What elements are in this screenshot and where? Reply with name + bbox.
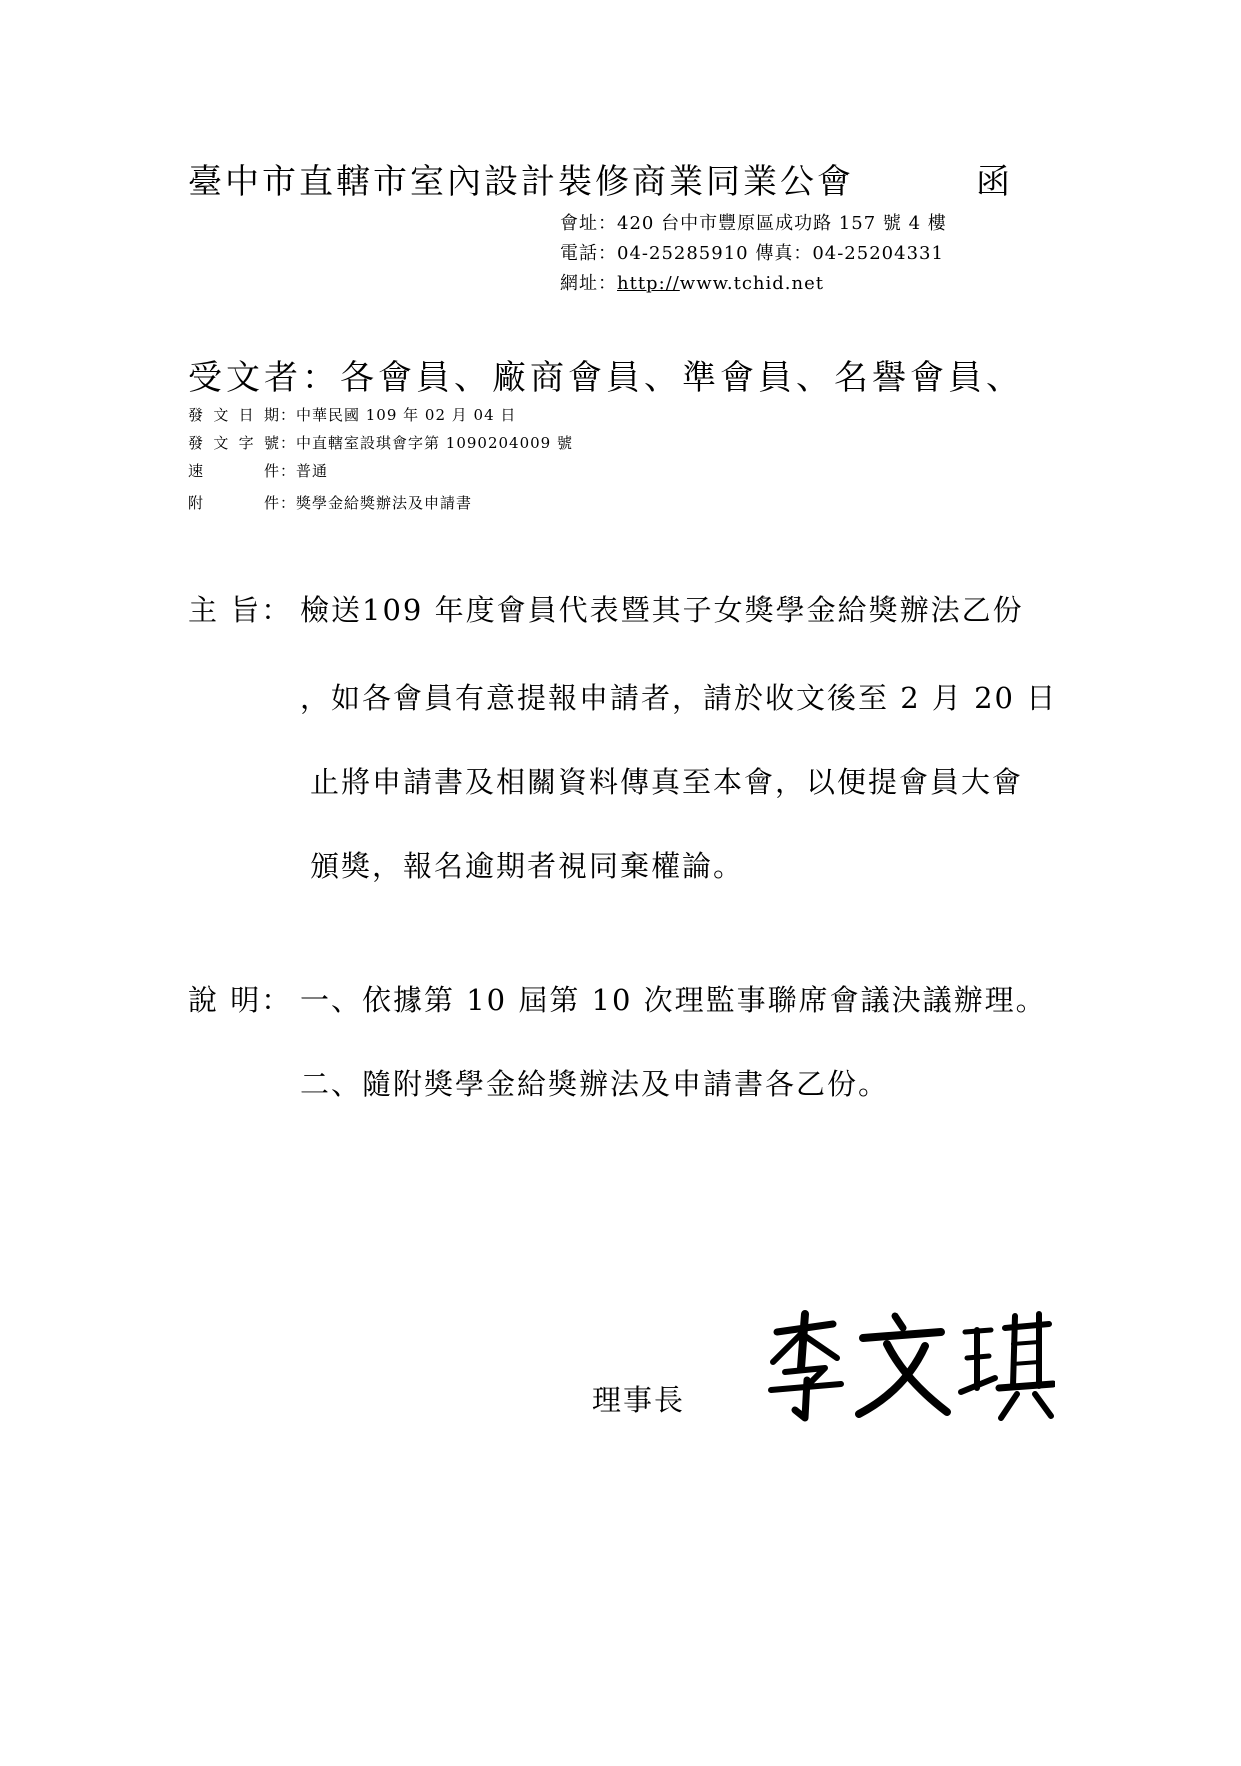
issue-date xyxy=(188,403,516,427)
attachments-label: 附件 xyxy=(188,494,280,512)
subject-label: 主 旨： xyxy=(188,593,293,627)
handwritten-signature xyxy=(755,1310,1055,1430)
delivery-speed-label: 速件 xyxy=(188,462,280,480)
issue-date-label: 發文日期 xyxy=(188,406,280,424)
phone-fax-line: 電話：04-25285910 傳真：04-25204331 xyxy=(560,243,944,264)
issue-date-value: ：中華民國 109 年 02 月 04 日 xyxy=(280,406,517,424)
explanation-item: 一、依據第 10 屆第 10 次理監事聯席會議決議辦理。 xyxy=(300,983,1047,1017)
address-line: 會址：420 台中市豐原區成功路 157 號 4 樓 xyxy=(560,213,947,234)
recipient-line: 受文者：各會員、廠商會員、準會員、名譽會員、 xyxy=(188,358,1024,398)
document-type: 函 xyxy=(976,162,1010,202)
attachments-value: ：獎學金給獎辦法及申請書 xyxy=(280,494,473,512)
explanation-item: 二、隨附獎學金給獎辦法及申請書各乙份。 xyxy=(300,1067,890,1101)
subject-line: 止將申請書及相關資料傳真至本會，以便提會員大會 xyxy=(310,765,1024,799)
subject-line: 檢送109 年度會員代表暨其子女獎學金給獎辦法乙份 xyxy=(300,593,1024,627)
chairperson-title: 理事長 xyxy=(592,1383,686,1417)
organization-name: 臺中市直轄市室內設計裝修商業同業公會 xyxy=(188,162,854,202)
website-label: 網址： xyxy=(560,273,617,294)
reference-number xyxy=(188,431,573,455)
website-line xyxy=(560,270,824,298)
subject-line: 頒獎，報名逾期者視同棄權論。 xyxy=(310,849,745,883)
reference-number-label: 發文字號 xyxy=(188,434,280,452)
website-host: www.tchid.net xyxy=(679,273,824,294)
reference-number-value: ：中直轄室設琪會字第 1090204009 號 xyxy=(280,434,573,452)
attachments xyxy=(188,491,472,515)
explanation-label: 說 明： xyxy=(188,983,293,1017)
delivery-speed xyxy=(188,459,328,483)
subject-line: ，如各會員有意提報申請者，請於收文後至 2 月 20 日 xyxy=(300,681,1058,715)
delivery-speed-value: ：普通 xyxy=(280,462,329,480)
website-scheme: http:// xyxy=(617,273,680,294)
